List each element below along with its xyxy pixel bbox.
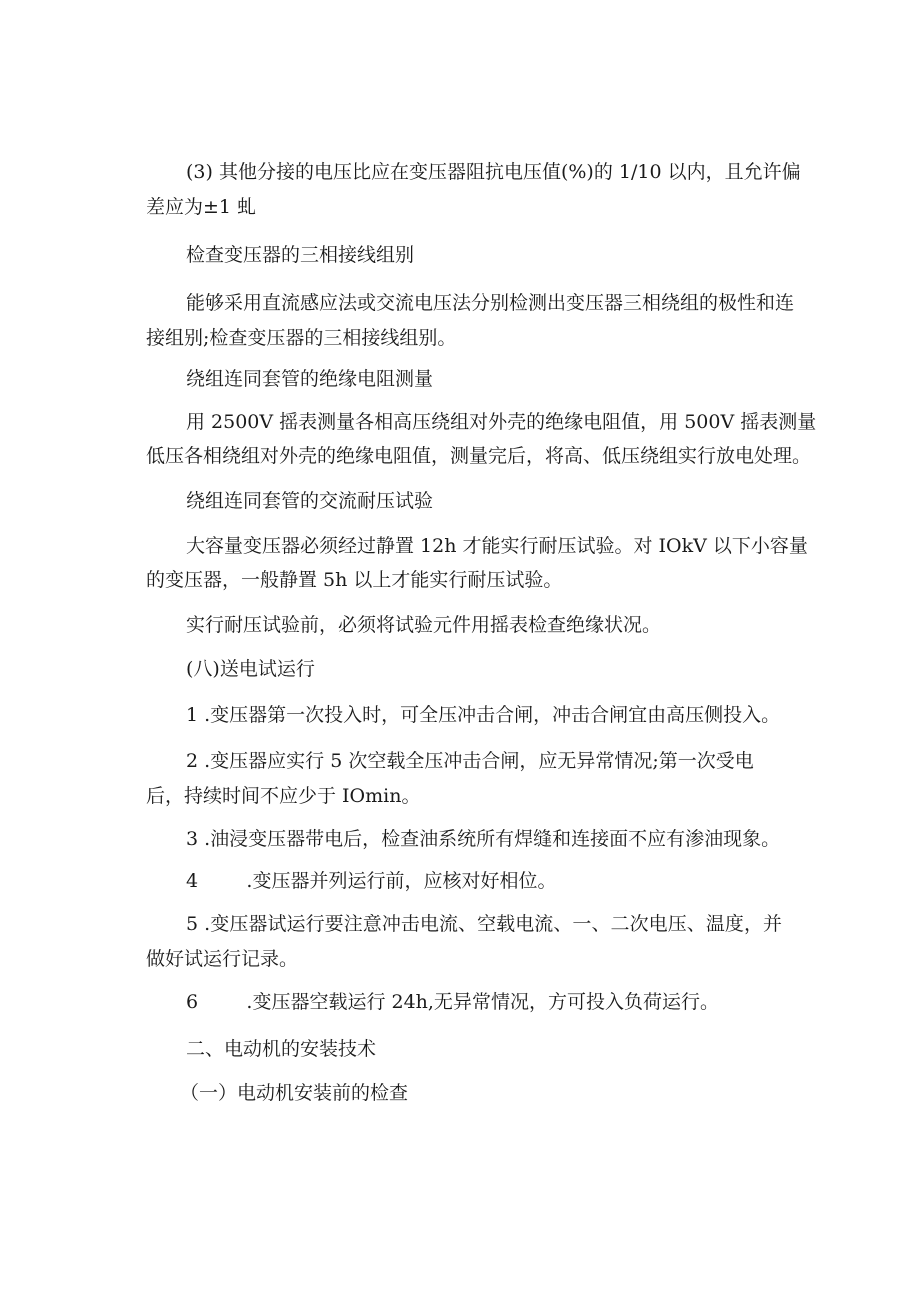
section-heading-ac-withstand: 绕组连同套管的交流耐压试验 bbox=[186, 490, 434, 512]
text-line: 低压各相绕组对外壳的绝缘电阻值，测量完后，将高、低压绕组实行放电处理。 bbox=[146, 445, 812, 467]
text-line: 后，持续时间不应少于 IOmin。 bbox=[146, 785, 421, 807]
list-item-4: 4 .变压器并列运行前，应核对好相位。 bbox=[186, 870, 557, 892]
text-line: 的变压器，一般静置 5h 以上才能实行耐压试验。 bbox=[146, 569, 563, 591]
text-line: 做好试运行记录。 bbox=[146, 948, 299, 970]
text-line: 用 2500V 摇表测量各相高压绕组对外壳的绝缘电阻值，用 500V 摇表测量 bbox=[186, 411, 817, 433]
list-item-6: 6 .变压器空载运行 24h,无异常情况，方可投入负荷运行。 bbox=[186, 991, 719, 1013]
list-item-1: 1 .变压器第一次投入时，可全压冲击合闸，冲击合闸宜由高压侧投入。 bbox=[186, 704, 781, 726]
text-line: 2 .变压器应实行 5 次空载全压冲击合闸，应无异常情况;第一次受电 bbox=[186, 750, 754, 772]
section-heading-connection-group: 检查变压器的三相接线组别 bbox=[186, 244, 415, 266]
list-item-3: 3 .油浸变压器带电后，检查油系统所有焊缝和连接面不应有渗油现象。 bbox=[186, 828, 781, 850]
text-line: (3) 其他分接的电压比应在变压器阻抗电压值(%)的 1/10 以内，且允许偏 bbox=[186, 161, 801, 183]
paragraph-insulation-check: 实行耐压试验前，必须将试验元件用摇表检查绝缘状况。 bbox=[186, 614, 662, 636]
text-line: 能够采用直流感应法或交流电压法分别检测出变压器三相绕组的极性和连 bbox=[186, 292, 795, 314]
text-line: 5 .变压器试运行要注意冲击电流、空载电流、一、二次电压、温度，并 bbox=[186, 913, 782, 935]
section-heading-insulation-resistance: 绕组连同套管的绝缘电阻测量 bbox=[186, 368, 434, 390]
text-line: 大容量变压器必须经过静置 12h 才能实行耐压试验。对 IOkV 以下小容量 bbox=[186, 535, 808, 557]
section-heading-energize-trial: (八)送电试运行 bbox=[186, 658, 315, 680]
text-line: 差应为±1 虬 bbox=[146, 196, 257, 218]
section-heading-motor-installation: 二、电动机的安装技术 bbox=[186, 1038, 377, 1060]
section-heading-motor-precheck: （一）电动机安装前的检查 bbox=[180, 1082, 409, 1104]
text-line: 接组别;检查变压器的三相接线组别。 bbox=[146, 327, 457, 349]
